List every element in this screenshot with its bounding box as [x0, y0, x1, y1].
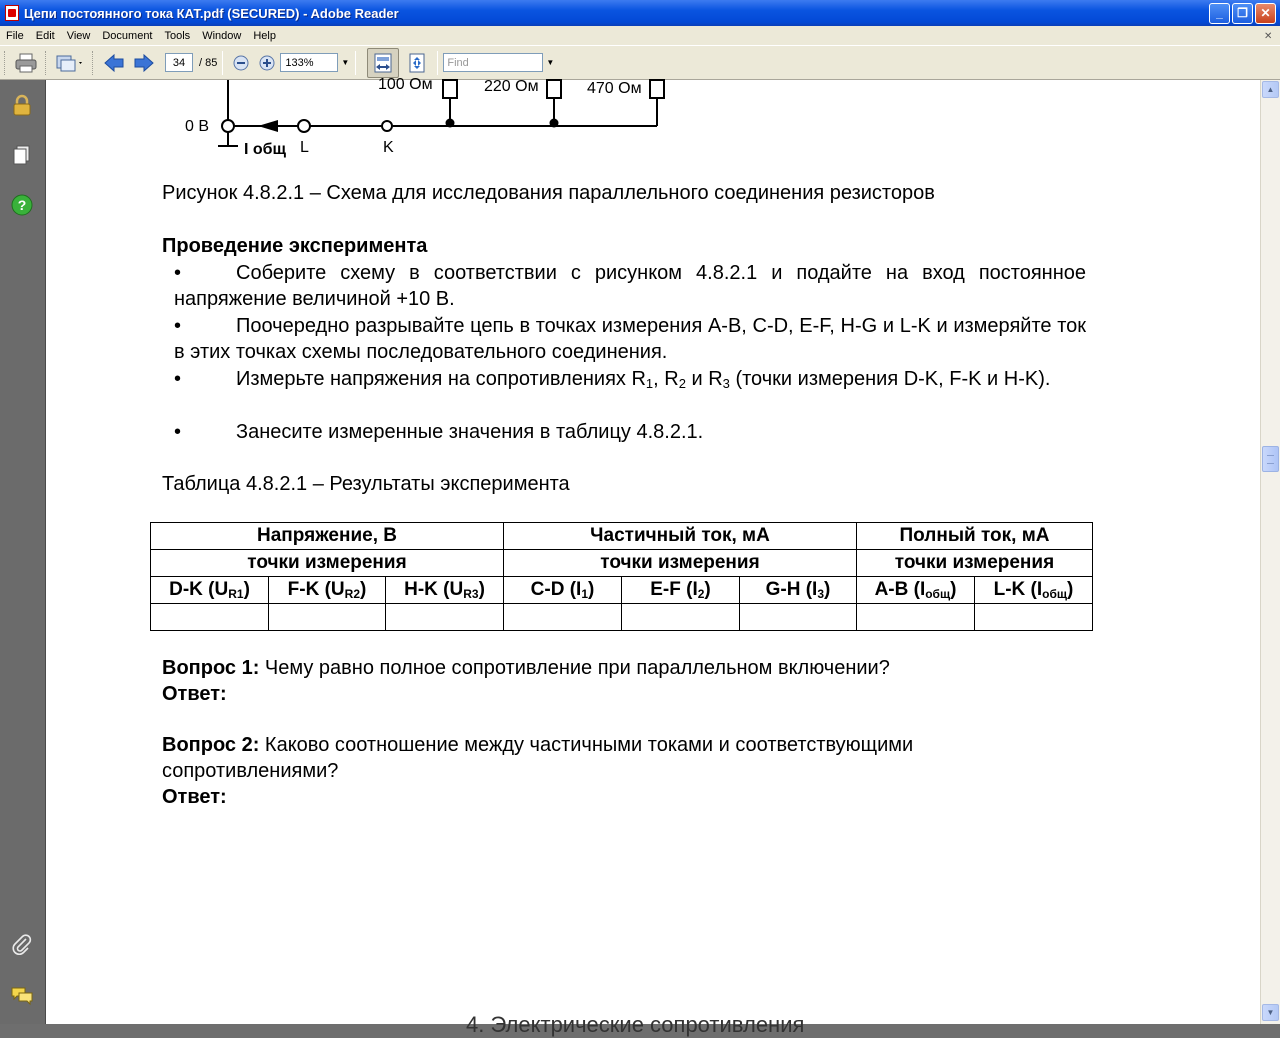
- zoom-out-button[interactable]: [229, 50, 253, 76]
- toolbar-separator: [437, 51, 438, 75]
- menu-document[interactable]: Document: [102, 29, 153, 42]
- text-run: ): [243, 579, 250, 600]
- comments-icon[interactable]: [11, 985, 33, 1007]
- text-run: ): [1067, 579, 1074, 600]
- list-item-text: Занесите измеренные значения в таблицу 4.8.2.1.: [236, 421, 704, 443]
- menu-help[interactable]: Help: [253, 29, 276, 42]
- bullet-icon: •: [174, 421, 182, 443]
- text-run: C-D (I: [530, 579, 582, 600]
- bullet-icon: •: [174, 368, 182, 390]
- resistor-label-r2: 220 Ом: [484, 78, 539, 95]
- results-table: [150, 522, 1093, 631]
- text-run: ): [360, 579, 367, 600]
- table-header-cell: точки измерения: [857, 550, 1093, 577]
- question-2: [162, 734, 913, 757]
- question-label: Вопрос 2:: [162, 734, 260, 756]
- text-run: и R: [685, 368, 723, 390]
- subscript: 3: [722, 376, 730, 391]
- organizer-button[interactable]: [53, 50, 87, 76]
- text-run: ): [588, 579, 595, 600]
- text-run: A-B (I: [874, 579, 926, 600]
- menu-view[interactable]: View: [66, 29, 91, 42]
- menu-bar: [0, 26, 1280, 45]
- resistor-label-r1: 100 Ом: [378, 76, 433, 93]
- fit-page-icon: [407, 52, 427, 74]
- page-number-input[interactable]: 34: [165, 53, 193, 72]
- table-cell: [504, 604, 622, 631]
- subscript: R1: [228, 587, 244, 601]
- text-run: (точки измерения D-K, F-K и H-K).: [729, 368, 1051, 390]
- toolbar: [0, 45, 1280, 80]
- node-label-k: K: [383, 139, 394, 156]
- document-view[interactable]: [46, 76, 1260, 1037]
- bullet-icon: •: [174, 315, 182, 337]
- printer-icon: [15, 53, 37, 73]
- bullet-icon: •: [174, 262, 182, 284]
- list-item-text: [174, 366, 1086, 392]
- page-footer: 4. Электрические сопротивления: [466, 1012, 805, 1037]
- chevron-down-icon[interactable]: ▼: [341, 58, 350, 67]
- title-bar: [0, 0, 1280, 26]
- pdf-page: [46, 76, 1260, 1037]
- text-run: H-K (U: [404, 579, 464, 600]
- zoom-in-button[interactable]: [255, 50, 279, 76]
- arrow-left-icon: [103, 53, 125, 73]
- help-icon[interactable]: [11, 194, 33, 216]
- window-title: Цепи постоянного тока КАТ.pdf (SECURED) - Adobe Reader: [24, 5, 399, 21]
- answer-label: Ответ:: [162, 786, 227, 808]
- subscript: общ: [1042, 587, 1068, 601]
- text-run: F-K (U: [287, 579, 345, 600]
- zoom-level-value: 133%: [285, 56, 314, 69]
- resistor-label-r3: 470 Ом: [587, 80, 642, 97]
- list-item-text: Поочередно разрывайте цепь в точках измерения A-B, C-D, E-F, H-G и L-K и измеряйте ток в этих точках схемы последовательного соединения.: [174, 315, 1086, 363]
- question-text: Каково соотношение между частичными токами и соответствующими: [259, 734, 914, 756]
- list-item: [174, 366, 1086, 392]
- minimize-button[interactable]: _: [1209, 3, 1230, 24]
- table-header-cell: точки измерения: [504, 550, 857, 577]
- table-header-cell: точки измерения: [151, 550, 504, 577]
- text-run: , R: [653, 368, 679, 390]
- table-header-cell: [857, 577, 975, 604]
- arrow-right-icon: [133, 53, 155, 73]
- question-text: Чему равно полное сопротивление при параллельном включении?: [259, 657, 890, 679]
- subscript: R3: [463, 587, 479, 601]
- organizer-icon: [55, 53, 85, 73]
- navigation-panel: [0, 80, 46, 1024]
- pdf-app-icon: [5, 5, 19, 21]
- answer-label: Ответ:: [162, 683, 227, 705]
- text-run: ): [950, 579, 957, 600]
- text-run: ): [704, 579, 711, 600]
- subscript: 1: [581, 587, 588, 601]
- toolbar-grip: [45, 51, 48, 75]
- current-total-label: I общ: [244, 141, 287, 158]
- list-item: [174, 260, 1086, 312]
- table-row: [151, 604, 1093, 631]
- toolbar-separator: [355, 51, 356, 75]
- subscript: 1: [645, 376, 654, 391]
- question-2-continued: сопротивлениями?: [162, 760, 339, 782]
- list-item: [174, 313, 1086, 365]
- question-1: [162, 657, 890, 680]
- table-cell: [386, 604, 504, 631]
- close-button[interactable]: ✕: [1255, 3, 1276, 24]
- fit-width-icon: [372, 52, 394, 74]
- zoom-out-icon: [233, 55, 249, 71]
- text-run: ): [478, 579, 485, 600]
- table-header-cell: Напряжение, В: [151, 523, 504, 550]
- page-total: / 85: [199, 56, 218, 69]
- menu-edit[interactable]: Edit: [35, 29, 55, 42]
- node-label-l: L: [300, 139, 309, 156]
- pages-icon[interactable]: [11, 144, 33, 166]
- find-input[interactable]: Find: [443, 53, 543, 72]
- table-header-cell: Полный ток, мА: [857, 523, 1093, 550]
- subscript: 3: [817, 587, 825, 601]
- text-run: D-K (U: [169, 579, 229, 600]
- vertical-scrollbar[interactable]: [1260, 80, 1280, 1024]
- table-cell: [857, 604, 975, 631]
- table-header-cell: [386, 577, 504, 604]
- table-header-cell: [740, 577, 857, 604]
- fit-width-button[interactable]: [367, 48, 399, 78]
- table-cell: [740, 604, 857, 631]
- fit-page-button[interactable]: [403, 50, 431, 76]
- menu-tools[interactable]: Tools: [164, 29, 191, 42]
- menu-window[interactable]: Window: [202, 29, 242, 42]
- table-cell: [269, 604, 386, 631]
- ground-label: 0 В: [185, 118, 210, 135]
- section-heading: Проведение эксперимента: [162, 235, 428, 257]
- toolbar-separator: [222, 51, 223, 75]
- maximize-button[interactable]: ❐: [1232, 3, 1253, 24]
- figure-caption: Рисунок 4.8.2.1 – Схема для исследования параллельного соединения резисторов: [162, 182, 935, 204]
- table-header-cell: [622, 577, 740, 604]
- text-run: L-K (I: [993, 579, 1043, 600]
- question-label: Вопрос 1:: [162, 657, 260, 679]
- subscript: R2: [344, 587, 360, 601]
- table-caption: Таблица 4.8.2.1 – Результаты эксперимента: [162, 473, 570, 495]
- table-cell: [151, 604, 269, 631]
- print-button[interactable]: [12, 50, 40, 76]
- table-row: [151, 577, 1093, 604]
- table-header-cell: [504, 577, 622, 604]
- list-item: [174, 419, 1086, 445]
- lock-icon[interactable]: [11, 94, 33, 116]
- menu-file[interactable]: File: [6, 29, 24, 42]
- text-run: G-H (I: [765, 579, 818, 600]
- table-header-cell: [269, 577, 386, 604]
- scrollbar-thumb[interactable]: [1262, 446, 1279, 472]
- table-cell: [975, 604, 1093, 631]
- paperclip-icon[interactable]: [11, 934, 33, 956]
- table-cell: [622, 604, 740, 631]
- list-item-text: Соберите схему в соответствии с рисунком 4.8.2.1 и подайте на вход постоянное напряжение величиной +10 В.: [174, 262, 1086, 310]
- svg-text:?: ?: [17, 197, 27, 213]
- zoom-level-select[interactable]: [280, 53, 338, 72]
- table-header-cell: [975, 577, 1093, 604]
- zoom-in-icon: [259, 55, 275, 71]
- table-row: [151, 550, 1093, 577]
- chevron-down-icon[interactable]: ▼: [546, 58, 555, 67]
- toolbar-grip: [4, 51, 7, 75]
- text-run: ): [824, 579, 831, 600]
- text-run: E-F (I: [650, 579, 698, 600]
- subscript: 2: [697, 587, 705, 601]
- scroll-down-icon[interactable]: ▼: [1262, 1004, 1279, 1021]
- table-header-cell: Частичный ток, мА: [504, 523, 857, 550]
- subscript: общ: [925, 587, 951, 601]
- toolbar-grip: [92, 51, 95, 75]
- table-row: [151, 523, 1093, 550]
- scroll-up-icon[interactable]: ▲: [1262, 81, 1279, 98]
- previous-page-button[interactable]: [100, 50, 128, 76]
- close-document-icon[interactable]: ✕: [1264, 30, 1273, 42]
- next-page-button[interactable]: [130, 50, 158, 76]
- subscript: 2: [678, 376, 686, 391]
- table-header-cell: [151, 577, 269, 604]
- text-run: Измерьте напряжения на сопротивлениях R: [236, 368, 646, 390]
